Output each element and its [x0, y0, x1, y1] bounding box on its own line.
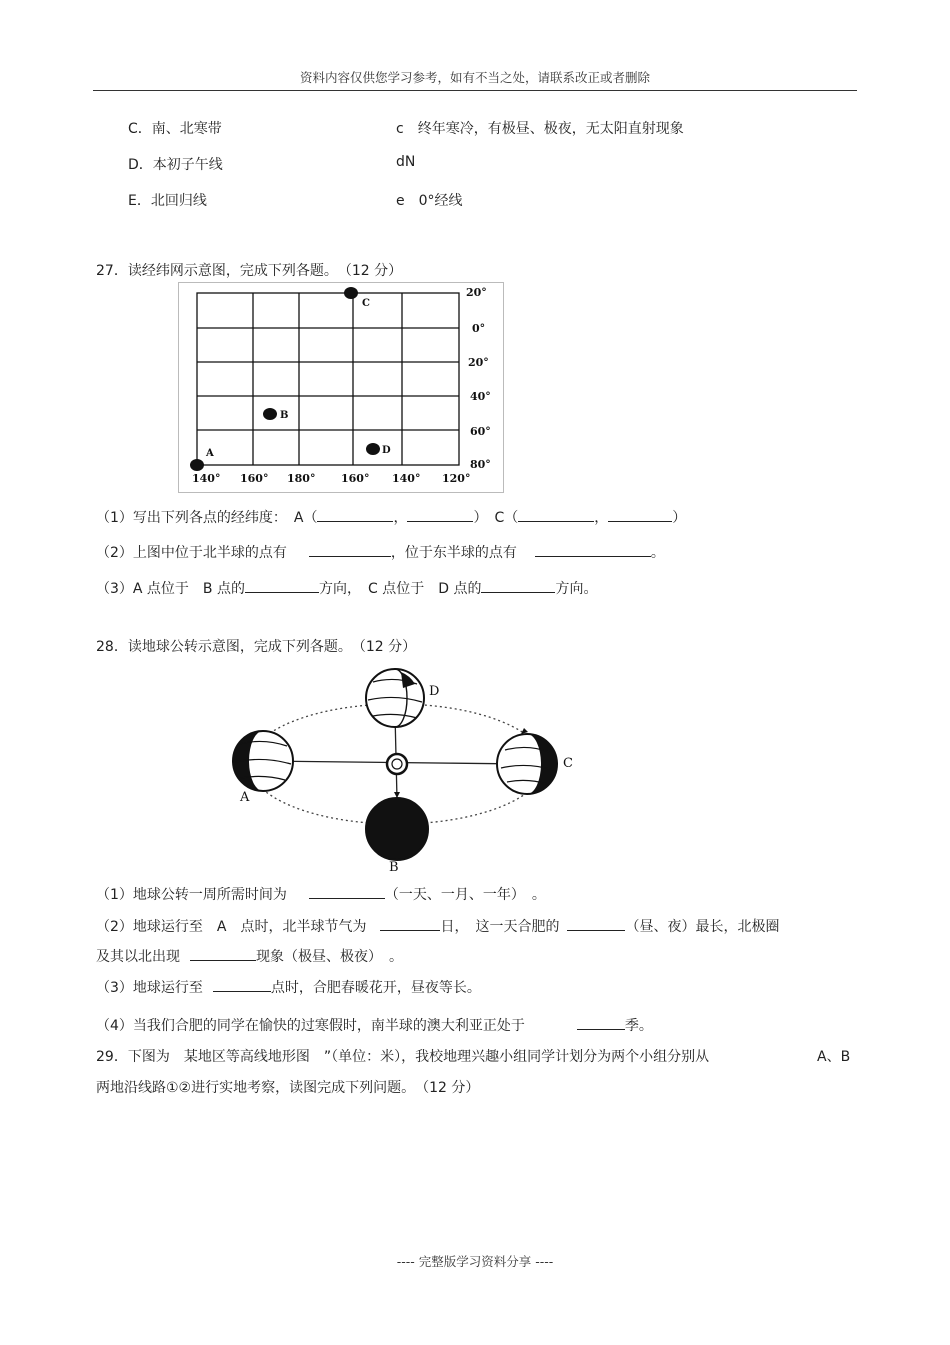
earth-c-icon — [497, 728, 557, 794]
answer-blank[interactable] — [518, 507, 594, 522]
orbit-label-d: D — [429, 684, 440, 699]
matching-left-c: C．南、北寒带 — [128, 121, 222, 137]
q27-q2-mid: ，位于东半球的点有 — [390, 545, 517, 561]
matching-right-c: c 终年寒冷，有极昼、极夜，无太阳直射现象 — [396, 121, 684, 137]
q27-q3-suffix: 方向。 — [555, 581, 598, 597]
lat-label: 40° — [470, 390, 491, 403]
q28-title: 28．读地球公转示意图，完成下列各题。 （12 分） — [96, 639, 417, 655]
answer-blank[interactable] — [407, 507, 473, 522]
q27-q1-mid: ） C（ — [473, 510, 519, 526]
q28-question-1 — [96, 884, 546, 904]
answer-blank[interactable] — [608, 507, 672, 522]
page-header: 资料内容仅供您学习参考，如有不当之处，请联系改正或者删除 — [299, 70, 650, 85]
earth-d-icon — [366, 669, 424, 727]
q28-q2b-suffix: 现象（极昼、极夜） 。 — [256, 949, 403, 965]
q28-q2-mid: 日， 这一天合肥的 — [440, 919, 560, 935]
matching-right-d: dN — [396, 154, 416, 170]
q27-question-1 — [96, 507, 686, 527]
point-d-marker — [366, 443, 380, 455]
q28-q4-suffix: 季。 — [624, 1018, 653, 1034]
orbit-label-a: A — [240, 790, 250, 805]
earth-a-icon — [233, 731, 293, 791]
point-c-marker — [344, 287, 358, 299]
lon-label: 120° — [442, 472, 471, 485]
answer-blank[interactable] — [481, 578, 555, 593]
q27-q2-prefix: （2）上图中位于北半球的点有 — [96, 545, 287, 561]
header-divider — [93, 90, 857, 91]
point-a-marker — [190, 459, 204, 471]
answer-blank[interactable] — [577, 1015, 625, 1030]
lon-label: 160° — [341, 472, 370, 485]
matching-left-d: D．本初子午线 — [128, 157, 223, 173]
q28-question-2 — [96, 916, 779, 936]
q27-q1-suffix: ） — [672, 510, 687, 526]
q27-q3-mid: 方向， C 点位于 D 点的 — [319, 581, 482, 597]
orbit-label-b: B — [389, 860, 399, 875]
answer-blank[interactable] — [309, 542, 391, 557]
lat-label: 80° — [470, 458, 491, 471]
answer-blank[interactable] — [245, 578, 319, 593]
point-d-label: D — [382, 445, 391, 456]
orbit-label-c: C — [563, 756, 573, 771]
q28-q2b-prefix: 及其以北出现 — [96, 949, 180, 965]
q28-q1-suffix: （一天、一月、一年） 。 — [384, 887, 546, 903]
q29-line-1-end: A、B — [817, 1049, 851, 1065]
answer-blank[interactable] — [317, 507, 393, 522]
q28-q2-suffix: （昼、夜）最长，北极圈 — [625, 919, 780, 935]
lat-lon-grid-figure — [178, 282, 504, 493]
matching-left-e: E．北回归线 — [128, 193, 207, 209]
q27-question-2 — [96, 542, 665, 562]
q27-question-3 — [96, 578, 597, 598]
q28-q3-suffix: 点时，合肥春暖花开，昼夜等长。 — [270, 980, 481, 996]
answer-blank[interactable] — [309, 884, 385, 899]
q29-line-1: 29．下图为 某地区等高线地形图 ”（单位：米），我校地理兴趣小组同学计划分为两个小组分别从 — [96, 1049, 710, 1065]
earth-revolution-figure — [225, 664, 585, 876]
q28-q2-prefix: （2）地球运行至 A 点时，北半球节气为 — [96, 919, 367, 935]
q27-q2-suffix: 。 — [650, 545, 665, 561]
point-c-label: C — [362, 298, 370, 309]
point-b-marker — [263, 408, 277, 420]
q27-q1-sep: ， — [393, 510, 408, 526]
answer-blank[interactable] — [213, 977, 271, 992]
matching-right-e: e 0°经线 — [396, 193, 463, 209]
point-b-label: B — [280, 410, 289, 421]
point-a-label: A — [206, 448, 214, 459]
answer-blank[interactable] — [535, 542, 651, 557]
q28-q1-prefix: （1）地球公转一周所需时间为 — [96, 887, 287, 903]
q28-question-2-cont — [96, 946, 403, 966]
lon-label: 160° — [240, 472, 269, 485]
lat-label: 60° — [470, 425, 491, 438]
lon-label: 140° — [192, 472, 221, 485]
earth-b-icon — [366, 792, 428, 860]
q27-title: 27．读经纬网示意图，完成下列各题。 （12 分） — [96, 263, 403, 279]
q28-q3-prefix: （3）地球运行至 — [96, 980, 203, 996]
q28-q4-prefix: （4）当我们合肥的同学在愉快的过寒假时，南半球的澳大利亚正处于 — [96, 1018, 525, 1034]
lat-label: 0° — [472, 322, 486, 335]
lat-label: 20° — [466, 286, 487, 299]
q28-question-3 — [96, 977, 481, 997]
q27-q1-prefix: （1）写出下列各点的经纬度： A（ — [96, 510, 318, 526]
q28-question-4 — [96, 1015, 653, 1035]
answer-blank[interactable] — [190, 946, 256, 961]
page-footer: ---- 完整版学习资料分享 ---- — [396, 1254, 554, 1269]
q29-line-2: 两地沿线路①②进行实地考察，读图完成下列问题。 （12 分） — [96, 1080, 480, 1096]
q27-q3-prefix: （3）A 点位于 B 点的 — [96, 581, 245, 597]
lon-label: 140° — [392, 472, 421, 485]
answer-blank[interactable] — [380, 916, 440, 931]
q27-q1-sep: ， — [594, 510, 609, 526]
lon-label: 180° — [287, 472, 316, 485]
answer-blank[interactable] — [567, 916, 625, 931]
lat-label: 20° — [468, 356, 489, 369]
